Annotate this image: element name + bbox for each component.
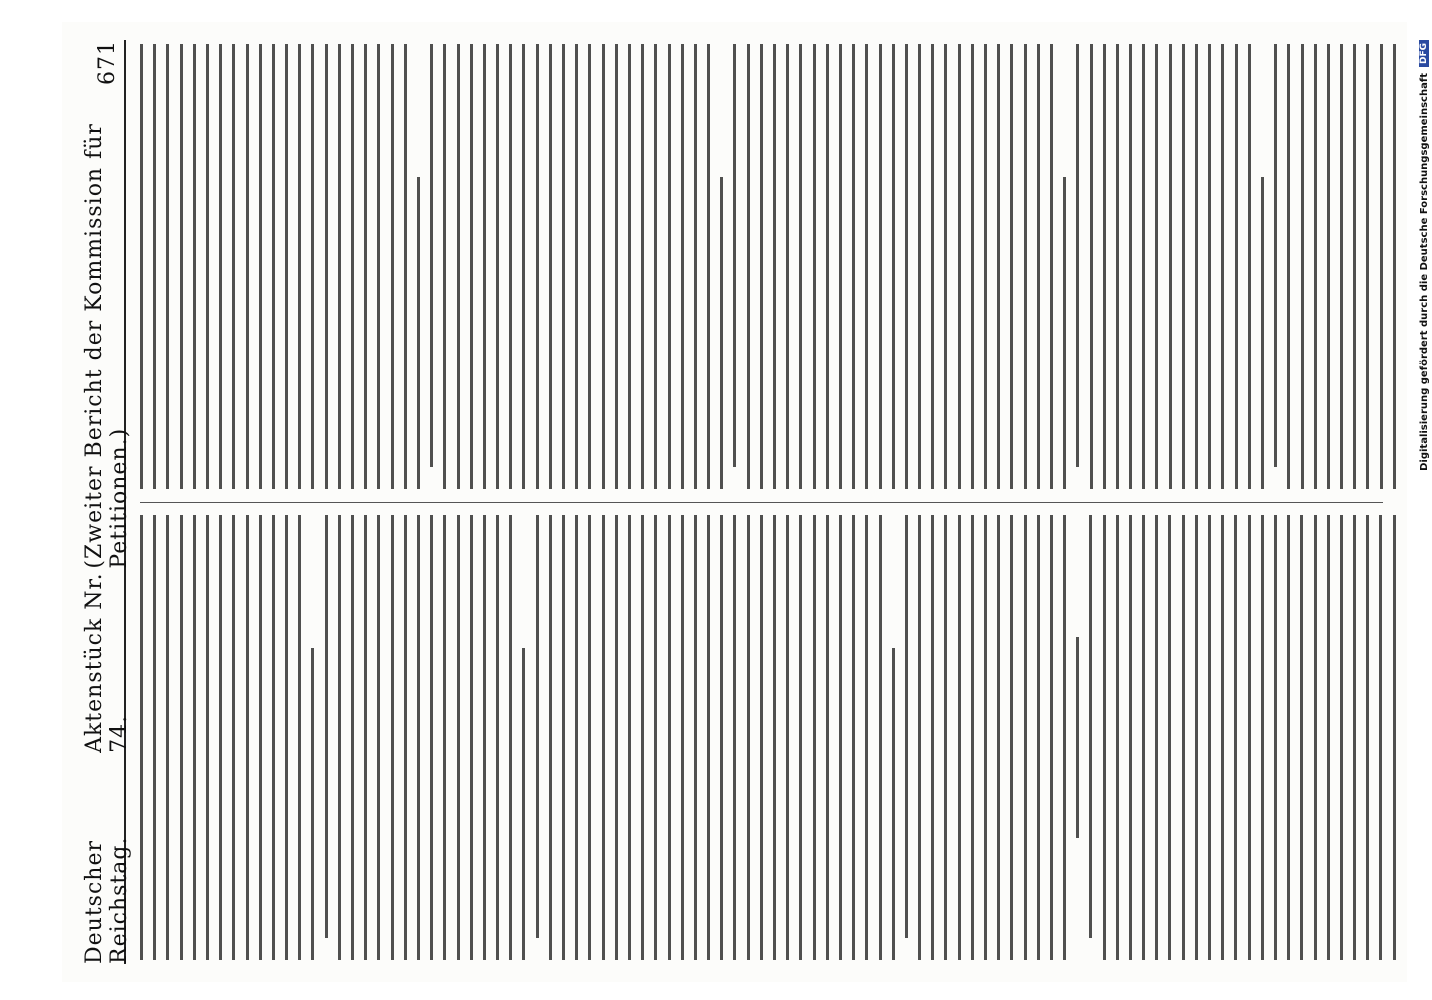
dfg-logo: DFG <box>1419 40 1429 67</box>
scanned-page <box>62 22 1407 982</box>
text-line <box>417 178 420 490</box>
text-line <box>602 515 605 960</box>
text-line <box>786 44 789 489</box>
text-line <box>918 44 921 489</box>
text-line <box>615 515 618 960</box>
text-line <box>1116 44 1119 489</box>
text-line <box>1314 515 1317 960</box>
text-line <box>1353 44 1356 489</box>
text-line <box>1037 44 1040 489</box>
text-line <box>1327 515 1330 960</box>
text-line <box>1327 44 1330 489</box>
text-line <box>311 649 314 961</box>
text-line <box>391 515 394 960</box>
text-line <box>1116 515 1119 960</box>
text-line <box>246 44 249 489</box>
text-line <box>430 44 433 467</box>
text-line <box>140 44 143 489</box>
text-line <box>654 515 657 960</box>
text-line <box>364 44 367 489</box>
text-line <box>180 515 183 960</box>
digitization-credit <box>1412 0 1432 1000</box>
text-line <box>1195 515 1198 960</box>
text-line <box>1234 515 1237 960</box>
text-line <box>944 44 947 489</box>
text-line <box>681 515 684 960</box>
text-column-right <box>140 44 1383 489</box>
text-line <box>615 44 618 489</box>
text-line <box>733 515 736 960</box>
text-line <box>232 515 235 960</box>
text-line <box>813 515 816 960</box>
text-line <box>1168 515 1171 960</box>
text-line <box>892 44 895 489</box>
text-line <box>1221 44 1224 489</box>
text-line <box>153 515 156 960</box>
text-line <box>496 515 499 960</box>
text-line <box>338 44 341 489</box>
page-number: 671 <box>94 40 120 86</box>
text-line <box>1063 515 1066 960</box>
text-line <box>1129 44 1132 489</box>
text-line <box>311 44 314 489</box>
text-line <box>298 44 301 489</box>
text-line <box>351 515 354 960</box>
text-line <box>707 44 710 489</box>
text-line <box>1301 44 1304 489</box>
text-line <box>140 515 143 960</box>
text-line <box>1076 44 1079 467</box>
text-line <box>509 515 512 960</box>
text-line <box>1010 44 1013 489</box>
text-line <box>496 44 499 489</box>
text-line <box>839 515 842 960</box>
text-line <box>747 44 750 489</box>
text-line <box>1261 515 1264 960</box>
text-line <box>575 515 578 960</box>
text-line <box>799 44 802 489</box>
text-line <box>905 44 908 489</box>
text-line <box>931 515 934 960</box>
text-line <box>668 44 671 489</box>
text-line <box>1155 515 1158 960</box>
text-line <box>1287 515 1290 960</box>
text-line <box>773 515 776 960</box>
text-line <box>879 515 882 960</box>
text-line <box>733 44 736 467</box>
text-line <box>628 44 631 489</box>
text-line <box>1063 178 1066 490</box>
text-line <box>391 44 394 489</box>
text-line <box>404 515 407 960</box>
text-line <box>1274 44 1277 467</box>
text-line <box>1103 515 1106 960</box>
text-line <box>1353 515 1356 960</box>
text-line <box>232 44 235 489</box>
text-line <box>813 44 816 489</box>
text-line <box>549 44 552 489</box>
text-line <box>272 44 275 489</box>
text-line <box>377 515 380 960</box>
text-line <box>285 44 288 489</box>
text-line <box>681 44 684 489</box>
text-line <box>193 44 196 489</box>
text-line <box>1142 515 1145 960</box>
text-line <box>1300 515 1303 960</box>
text-line <box>694 44 697 489</box>
text-line <box>219 44 222 489</box>
text-line <box>1287 44 1290 489</box>
text-line <box>364 515 367 960</box>
text-line <box>720 178 723 490</box>
text-line <box>443 515 446 960</box>
text-line <box>1380 44 1383 489</box>
text-line <box>562 515 565 960</box>
text-line <box>1182 515 1185 960</box>
text-line <box>259 515 262 960</box>
text-line <box>483 515 486 960</box>
text-line <box>602 44 605 489</box>
text-line <box>522 44 525 489</box>
text-line <box>747 515 750 960</box>
text-line <box>918 515 921 960</box>
text-line <box>470 44 473 489</box>
text-line <box>905 515 908 938</box>
text-line <box>325 515 328 938</box>
text-line <box>668 515 671 960</box>
text-line <box>641 44 644 489</box>
text-line <box>879 44 882 489</box>
text-line <box>1235 44 1238 489</box>
column-rule <box>140 502 1383 503</box>
text-line <box>325 44 328 489</box>
text-line <box>628 515 631 960</box>
text-line <box>839 44 842 489</box>
text-line <box>892 649 895 961</box>
text-line <box>1248 44 1251 489</box>
header-center: Aktenstück Nr. 74. <box>82 572 132 753</box>
text-line <box>549 515 552 960</box>
text-line <box>1050 44 1053 489</box>
text-line <box>1010 515 1013 960</box>
credit-text: Digitalisierung gefördert durch die Deutsche Forschungsgemeinschaft <box>1418 73 1430 471</box>
text-line <box>971 44 974 489</box>
text-line <box>826 515 829 960</box>
text-line <box>1340 44 1343 489</box>
text-line <box>1169 44 1172 489</box>
text-line <box>984 515 987 960</box>
text-line <box>246 515 249 960</box>
text-line <box>997 44 1000 489</box>
text-line <box>958 515 961 960</box>
text-line <box>1366 44 1369 489</box>
text-line <box>826 44 829 489</box>
text-line <box>707 515 710 960</box>
text-line <box>654 44 657 489</box>
text-line <box>786 515 789 960</box>
rotated-page-content <box>62 22 1407 982</box>
text-line <box>694 515 697 960</box>
text-line <box>377 44 380 489</box>
section-heading <box>1076 637 1079 837</box>
text-line <box>1195 44 1198 489</box>
text-line <box>443 44 446 489</box>
text-line <box>522 649 525 961</box>
text-line <box>1379 515 1382 960</box>
text-line <box>457 44 460 489</box>
text-line <box>971 515 974 960</box>
text-line <box>1024 515 1027 960</box>
text-line <box>1050 515 1053 960</box>
text-line <box>852 44 855 489</box>
text-line <box>536 44 539 489</box>
text-line <box>931 44 934 489</box>
text-line <box>1208 515 1211 960</box>
text-line <box>1037 515 1040 960</box>
text-line <box>1393 515 1396 960</box>
header-right: (Zweiter Bericht der Kommission für Petitionen.) <box>82 123 132 569</box>
header-left: Deutscher Reichstag. <box>82 836 132 964</box>
text-line <box>351 44 354 489</box>
text-line <box>509 44 512 489</box>
text-line <box>285 515 288 960</box>
text-column-left <box>140 515 1383 960</box>
text-line <box>430 515 433 960</box>
text-line <box>1393 44 1396 489</box>
text-line <box>1089 515 1092 938</box>
text-line <box>720 515 723 960</box>
text-line <box>997 515 1000 960</box>
text-line <box>206 44 209 489</box>
text-line <box>799 515 802 960</box>
text-line <box>1090 44 1093 489</box>
text-line <box>588 515 591 960</box>
text-line <box>180 44 183 489</box>
text-line <box>1366 515 1369 960</box>
text-line <box>1208 44 1211 489</box>
text-line <box>259 44 262 489</box>
text-line <box>1274 515 1277 960</box>
text-line <box>575 44 578 489</box>
text-line <box>1340 515 1343 960</box>
text-line <box>1155 44 1158 489</box>
text-line <box>760 44 763 489</box>
text-line <box>417 515 420 960</box>
text-line <box>1248 515 1251 960</box>
text-line <box>865 515 868 960</box>
text-line <box>272 515 275 960</box>
text-line <box>1103 44 1106 489</box>
text-line <box>166 44 169 489</box>
text-line <box>1142 44 1145 489</box>
text-line <box>1129 515 1132 960</box>
text-line <box>1221 515 1224 960</box>
running-header <box>82 40 132 964</box>
text-line <box>958 44 961 489</box>
text-line <box>338 515 341 960</box>
text-line <box>153 44 156 489</box>
text-line <box>944 515 947 960</box>
text-line <box>219 515 222 960</box>
text-line <box>1314 44 1317 489</box>
text-line <box>206 515 209 960</box>
text-line <box>298 515 301 960</box>
text-line <box>404 44 407 489</box>
text-line <box>1261 178 1264 490</box>
text-line <box>166 515 169 960</box>
text-line <box>470 515 473 960</box>
text-line <box>193 515 196 960</box>
text-line <box>588 44 591 489</box>
text-line <box>760 515 763 960</box>
text-line <box>865 44 868 489</box>
text-line <box>536 515 539 938</box>
text-line <box>457 515 460 960</box>
text-line <box>773 44 776 489</box>
text-line <box>641 515 644 960</box>
text-line <box>852 515 855 960</box>
text-line <box>984 44 987 489</box>
text-line <box>1024 44 1027 489</box>
text-line <box>562 44 565 489</box>
text-line <box>1182 44 1185 489</box>
text-line <box>483 44 486 489</box>
